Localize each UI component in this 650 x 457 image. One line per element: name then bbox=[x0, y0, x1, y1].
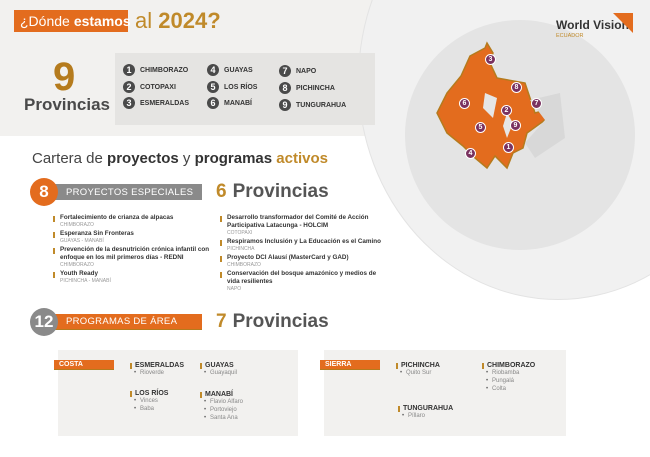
number-badge-icon: 8 bbox=[279, 82, 291, 94]
number-badge-icon: 4 bbox=[207, 64, 219, 76]
province-block bbox=[130, 362, 184, 377]
city-item: • Pungalá bbox=[482, 377, 535, 385]
province-block bbox=[482, 362, 535, 393]
city-item: • Colta bbox=[482, 385, 535, 393]
province-number: 6 bbox=[216, 181, 227, 202]
costa-box bbox=[58, 350, 298, 436]
legend-item bbox=[207, 97, 252, 109]
title-rest bbox=[135, 8, 221, 34]
map-marker-9: 9 bbox=[510, 120, 521, 131]
city-item: • Santa Ana bbox=[200, 414, 243, 422]
area-programs-header bbox=[30, 308, 329, 336]
legend-label: CHIMBORAZO bbox=[140, 66, 189, 74]
province-block bbox=[396, 362, 440, 377]
section-title-part: Cartera de bbox=[32, 150, 103, 167]
province-name: CHIMBORAZO bbox=[482, 362, 535, 369]
legend-item bbox=[123, 64, 188, 76]
project-list-left bbox=[53, 214, 213, 286]
legend-item bbox=[279, 82, 335, 94]
map-marker-1: 1 bbox=[503, 142, 514, 153]
project-item bbox=[53, 270, 213, 284]
city-item: • Portoviejo bbox=[200, 406, 243, 414]
city-item: • Baba bbox=[130, 405, 168, 413]
city-item: • Rioverde bbox=[130, 369, 184, 377]
region-tag-sierra: SIERRA bbox=[320, 360, 380, 370]
special-projects-provinces bbox=[216, 181, 329, 203]
project-location: NAPO bbox=[227, 286, 242, 292]
city-item: • Riobamba bbox=[482, 369, 535, 377]
section-title-bold: programas bbox=[194, 150, 273, 167]
project-name: Proyecto DCI Alausí (MasterCard y GAD) bbox=[227, 254, 349, 261]
legend-label: ESMERALDAS bbox=[140, 99, 190, 107]
province-count-label: Provincias bbox=[24, 95, 110, 114]
city-item: • Guayaquil bbox=[200, 369, 237, 377]
legend-item bbox=[279, 99, 346, 111]
number-badge-icon: 6 bbox=[207, 97, 219, 109]
world-vision-logo bbox=[556, 18, 629, 39]
city-item: • Píllaro bbox=[398, 412, 453, 420]
project-location: COTOPAXI bbox=[227, 230, 253, 236]
title-al: al bbox=[135, 8, 153, 33]
project-item bbox=[53, 246, 213, 268]
legend-label: MANABÍ bbox=[224, 99, 252, 107]
project-name: Desarrollo transformador del Comité de Acción Participativa Latacunga - HOLCIM bbox=[227, 214, 369, 229]
map-marker-8: 8 bbox=[511, 82, 522, 93]
legend-label: COTOPAXI bbox=[140, 83, 176, 91]
province-name: TUNGURAHUA bbox=[398, 405, 453, 412]
map-marker-2: 2 bbox=[501, 105, 512, 116]
section-title-part: y bbox=[182, 150, 191, 167]
title-text: ¿Dónde bbox=[20, 13, 70, 29]
number-badge-icon: 3 bbox=[123, 97, 135, 109]
title-pill bbox=[14, 10, 131, 32]
province-block bbox=[200, 362, 237, 377]
province-count: 9 bbox=[53, 55, 76, 99]
province-name: LOS RÍOS bbox=[130, 390, 168, 397]
legend-item bbox=[207, 64, 253, 76]
special-projects-count: 8 bbox=[30, 178, 58, 206]
project-item bbox=[220, 238, 385, 252]
province-number: 7 bbox=[216, 311, 227, 332]
area-programs-provinces bbox=[216, 311, 329, 333]
number-badge-icon: 1 bbox=[123, 64, 135, 76]
section-title bbox=[32, 150, 328, 167]
title-bold: estamos bbox=[73, 13, 131, 29]
page-title bbox=[14, 8, 221, 34]
project-name: Youth Ready bbox=[60, 270, 99, 277]
project-name: Esperanza Sin Fronteras bbox=[60, 230, 134, 237]
province-name: GUAYAS bbox=[200, 362, 237, 369]
ecuador-map bbox=[435, 38, 565, 183]
number-badge-icon: 2 bbox=[123, 81, 135, 93]
project-location: CHIMBORAZO bbox=[60, 262, 94, 268]
legend-item bbox=[207, 81, 257, 93]
map-marker-6: 6 bbox=[459, 98, 470, 109]
legend-item bbox=[123, 97, 189, 109]
legend-item bbox=[123, 81, 176, 93]
project-location: CHIMBORAZO bbox=[60, 222, 94, 228]
project-location: PICHINCHA - MANABÍ bbox=[60, 278, 111, 284]
area-programs-count: 12 bbox=[30, 308, 58, 336]
province-block bbox=[398, 405, 453, 420]
map-shape-icon bbox=[435, 38, 565, 178]
project-item bbox=[220, 270, 385, 292]
project-name: Conservación del bosque amazónico y medios de vida resilientes bbox=[227, 270, 377, 285]
province-name: PICHINCHA bbox=[396, 362, 440, 369]
section-title-accent: activos bbox=[276, 150, 328, 167]
legend-label: GUAYAS bbox=[224, 66, 253, 74]
project-item bbox=[53, 230, 213, 244]
area-programs-label: PROGRAMAS DE ÁREA bbox=[52, 314, 202, 330]
region-tag-costa: COSTA bbox=[54, 360, 114, 370]
project-location: CHIMBORAZO bbox=[227, 262, 261, 268]
logo-text: World Vision bbox=[556, 18, 629, 32]
legend-item bbox=[279, 65, 316, 77]
logo-mark-icon bbox=[613, 13, 633, 33]
project-name: Prevención de la desnutrición crónica infantil con enfoque en los mil primeros días - REDNI bbox=[60, 246, 210, 261]
special-projects-header bbox=[30, 178, 329, 206]
legend-label: PICHINCHA bbox=[296, 84, 335, 92]
project-item bbox=[220, 254, 385, 268]
map-marker-5: 5 bbox=[475, 122, 486, 133]
city-item: • Flavio Alfaro bbox=[200, 398, 243, 406]
map-marker-4: 4 bbox=[465, 148, 476, 159]
number-badge-icon: 5 bbox=[207, 81, 219, 93]
legend-label: TUNGURAHUA bbox=[296, 101, 347, 109]
project-name: Fortalecimiento de crianza de alpacas bbox=[60, 214, 174, 221]
legend-label: LOS RÍOS bbox=[224, 83, 258, 91]
logo-subtitle: ECUADOR bbox=[556, 33, 584, 39]
special-projects-label: PROYECTOS ESPECIALES bbox=[52, 184, 202, 200]
project-item bbox=[220, 214, 385, 236]
province-block bbox=[200, 391, 243, 422]
map-marker-3: 3 bbox=[485, 54, 496, 65]
section-title-bold: proyectos bbox=[107, 150, 179, 167]
project-list-right bbox=[220, 214, 385, 294]
city-item: • Vinces bbox=[130, 397, 168, 405]
map-marker-7: 7 bbox=[531, 98, 542, 109]
project-name: Respiramos Inclusión y La Educación es el Camino bbox=[227, 238, 381, 245]
project-location: PICHINCHA bbox=[227, 246, 255, 252]
city-item: • Quito Sur bbox=[396, 369, 440, 377]
legend-label: NAPO bbox=[296, 67, 317, 75]
number-badge-icon: 9 bbox=[279, 99, 291, 111]
sierra-box bbox=[324, 350, 566, 436]
province-word: Provincias bbox=[232, 311, 329, 332]
province-legend bbox=[115, 53, 375, 125]
province-block bbox=[130, 390, 168, 413]
province-word: Provincias bbox=[232, 181, 329, 202]
project-location: GUAYAS - MANABÍ bbox=[60, 238, 104, 244]
province-name: MANABÍ bbox=[200, 391, 243, 398]
project-item bbox=[53, 214, 213, 228]
title-year: 2024? bbox=[158, 8, 221, 33]
province-name: ESMERALDAS bbox=[130, 362, 184, 369]
number-badge-icon: 7 bbox=[279, 65, 291, 77]
